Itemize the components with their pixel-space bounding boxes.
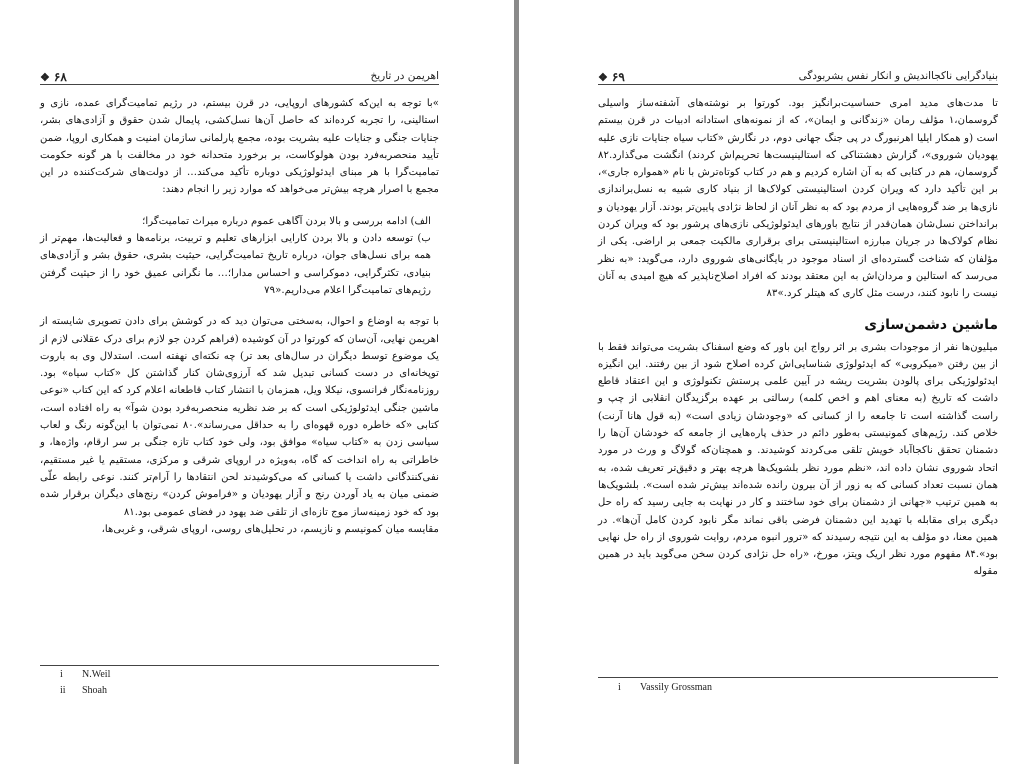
footnote-divider [598, 677, 998, 678]
body-paragraph: مقایسه میان کمونیسم و نازیسم، در تحلیل‌های روسی، اروپای شرقی، و غربی‌ها، [101, 523, 439, 535]
right-page-body [598, 95, 998, 581]
right-footnotes [618, 680, 712, 696]
left-page [0, 0, 514, 764]
left-page-body [40, 95, 439, 538]
body-paragraph: با توجه به اوضاع و احوال، به‌سختی می‌توان دید که در کوشش برای دادن تصویری شایسته از اهریمن نهایی، آن‌سان که کورتوا در آن کوشیده (فراهم کردن جو لازم برای درک عقلانی لازم از یک موضوع توسط دیگران در سال‌های بعد تر) چه نکته‌ای نهفته است. استدلال وی به باروت توپخانه‌ای در دست کسانی تبدیل شد که آرزوی‌شان کنار گذاشتن کل «کتاب سیاه» بود. روزنامه‌نگار فرانسوی، نیکلا ویل، همزمان با انتشار کتاب قاطعانه اعلام کرد که این کتاب «نوعی ماشین جنگی ایدئولوژیکی است که بر ضد نظریه منحصربه‌فرد بودن شوآ» به راه افتاده است، کتابی «که خاطره دوره قهوه‌ای را به حداقل می‌رساند».۸۰ نمی‌توان با این‌گونه رنگ و لعاب سیاسی زدن به «کتاب سیاه» موافق بود، ولی خود کتاب تازه جنگی بر سر ارقام، واژه‌ها، و خاطراتی به راه انداخت که گاه، به‌ویژه در اروپای شرقی و مرکزی، مستقیم یا غیر مستقیم، نفی‌کنندگانی داشت یا کسانی که می‌کوشیدند لحن انتقادها را آرام‌تر کنند. نوعی رابطه علّی ضمنی میان به یاد آوردن رنج و آزار یهودیان و «فراموش کردن» رنج‌های دیگران برقرار شده بود که خود زمینه‌ساز موج تازه‌ای از تلقی ضد یهود در فضای عمومی بود.۸۱ [40, 316, 439, 518]
right-page [519, 0, 1035, 764]
right-page-header [598, 64, 998, 85]
footnote: i Vassily Grossman [618, 682, 712, 693]
right-running-title: بنیادگرایی ناکجااندیش و انکار نفس بشربودگی [798, 70, 998, 82]
right-page-number: ❖ ۶۹ [598, 70, 625, 84]
ornament-icon: ❖ [40, 70, 50, 84]
left-page-header [40, 64, 439, 85]
ornament-icon: ❖ [598, 70, 608, 84]
quote-list [40, 213, 439, 299]
list-item: الف) ادامه بررسی و بالا بردن آگاهی عموم درباره میراث تمامیت‌گرا؛ [142, 215, 431, 227]
quote-paragraph: »با توجه به این‌که کشورهای اروپایی، در قرن بیستم، در رژیم تمامیت‌گرای عمده، نازی و استالینی، را تجربه کرده‌اند که حاصل آن‌ها نسل‌کشی، پایمال شدن حقوق و آزادی‌های بشر، جنایات جنگی و جنایات علیه بشریت بوده، مجمع پارلمانی سازمان امنیت و همکاری اروپا، ضمن تأیید منحصربه‌فرد بودن هولوکاست، بر برخورد متحدانه خود در مخالفت با هر گونه حکومت تمامیت‌گرا با هر مبنای ایدئولوژیکی دوباره تأکید می‌کند… از دولت‌های شرکت‌کننده در این مجمع با اصرار هرچه بیش‌تر می‌خواهد که موارد زیر را انجام دهند: [40, 98, 439, 196]
body-paragraph: میلیون‌ها نفر از موجودات بشری بر اثر رواج این باور که وضع اسفناک بشریت می‌تواند فقط با از بین رفتن «میکروبی» که ایدئولوژی شناسایی‌اش کرده اصلاح شود از بین رفتند. این انگیزه ایدئولوژیکی برای پالودن بشریت ریشه در آیین علمی پرستش تکنولوژی و این اعتقاد قاطع داشت که تاریخ (به معنای اهم و اخص کلمه) رسالتی بر عهده برگزیدگان انقلابی از چپ و راست گذاشته است تا جامعه را از کسانی که «وجودشان زیادی است» (به قول هانا آرنت) خلاص کند. رژیم‌های کمونیستی به‌طور دائم در حذف پاره‌هایی از جامعه که خودشان آن‌ها را دشمنان تحقق ناکجاآباد خویش تلقی می‌کردند کوشیدند. و همچنان‌که گولاگ و ورث در مورد اتحاد شوروی نشان داده اند، «نظم مورد نظر بلشویک‌ها هرچه بهتر و دقیق‌تر تعریف شده، به همان نسبت تعداد کسانی که به زور از آن بیرون رانده شده‌اند بیش‌تر شده است». بلشویک‌ها به همین ترتیب «جهانی از دشمنان برای خود ساختند و کار در نهایت به جایی رسید که راه حل دیگری برای مقابله با تهدید این دشمنان فرضی باقی نماند مگر نابود کردن کامل آن‌ها». در همین معنا، دو مؤلف به این نتیجه رسیدند که «ترور انبوه مردم، روایت شوروی از راه حل نهایی بود».۸۴ مفهوم مورد نظر اریک ویتز، مورخ، «راه حل نژادی کردن سخن می‌گوید باید در همین مقوله [598, 341, 998, 578]
body-paragraph: تا مدت‌های مدید امری حساسیت‌برانگیز بود. کورتوا بر نوشته‌های آشفته‌ساز واسیلی گروسمان،۱ مؤلف رمان «زندگانی و ایمان»، که از نمونه‌های استادانه ادبیات در قرن بیستم است (و همکار ایلیا اهرنبورگ در پی جنگ جهانی دوم، در نگارش «کتاب سیاه جنایات نازی علیه یهودیان شوروی»، گزارش دهشتناکی که استالینیست‌ها تحریم‌اش کردند) انگشت می‌گذارد.۸۲ گروسمان، هم در کتابی که به آن اشاره کردیم و هم در کتاب کوتاه‌ترش با نام «همواره جاری»، بر این تأکید دارد که ویران کردن استالینیستی کولاک‌ها از بنیاد کاری شبیه به نسل‌براندازی نازی‌ها بر ضد گروه‌هایی از مردم بود که به نظر آنان از لحاظ نژادی پایین‌تر بودند. آزار یهودیان و برانداختن نسل‌شان همان‌قدر از نتایج باورهای ایدئولوژیکی نازی‌های پرشور بود که ویران کردن نظام کولاک‌ها در جریان مبارزه استالینیستی برای برقراری مالکیت جمعی بر اراضی. یکی از مؤلفان که شناخت گسترده‌ای از اسناد موجود در بایگانی‌های شوروی دارد، می‌گوید: «به نظر می‌رسد که استالین و مردان‌اش به این معتقد بودند که افراد اصلاح‌ناپذیر که هیچ امیدی به آنان نیست را نابود کنند، درست مثل کاری که هیتلر کرد.»۸۳ [598, 98, 998, 300]
footnote: i N.Weil [60, 669, 111, 680]
list-item: ب) توسعه دادن و بالا بردن کارایی ابزارهای تعلیم و تربیت، برنامه‌ها و فعالیت‌ها، مهم‌تر از همه برای نسل‌های جوان، درباره تاریخ تمامیت‌گرایی، حیثیت بشری، حقوق بشر و آزادی‌های بنیادی، تکثرگرایی، دموکراسی و احساس مدارا؛… ما نگرانی عمیق خود را از حیثیت گرفتن رژیم‌های تمامیت‌گرا اعلام می‌داریم.«۷۹ [40, 233, 431, 296]
left-running-title: اهریمن در تاریخ [370, 70, 439, 82]
footnote: ii Shoah [60, 685, 107, 696]
footnote-divider [40, 665, 439, 666]
left-footnotes [60, 667, 110, 699]
section-title: ماشین دشمن‌سازی [864, 316, 998, 333]
left-page-number: ❖ ۶۸ [40, 70, 67, 84]
